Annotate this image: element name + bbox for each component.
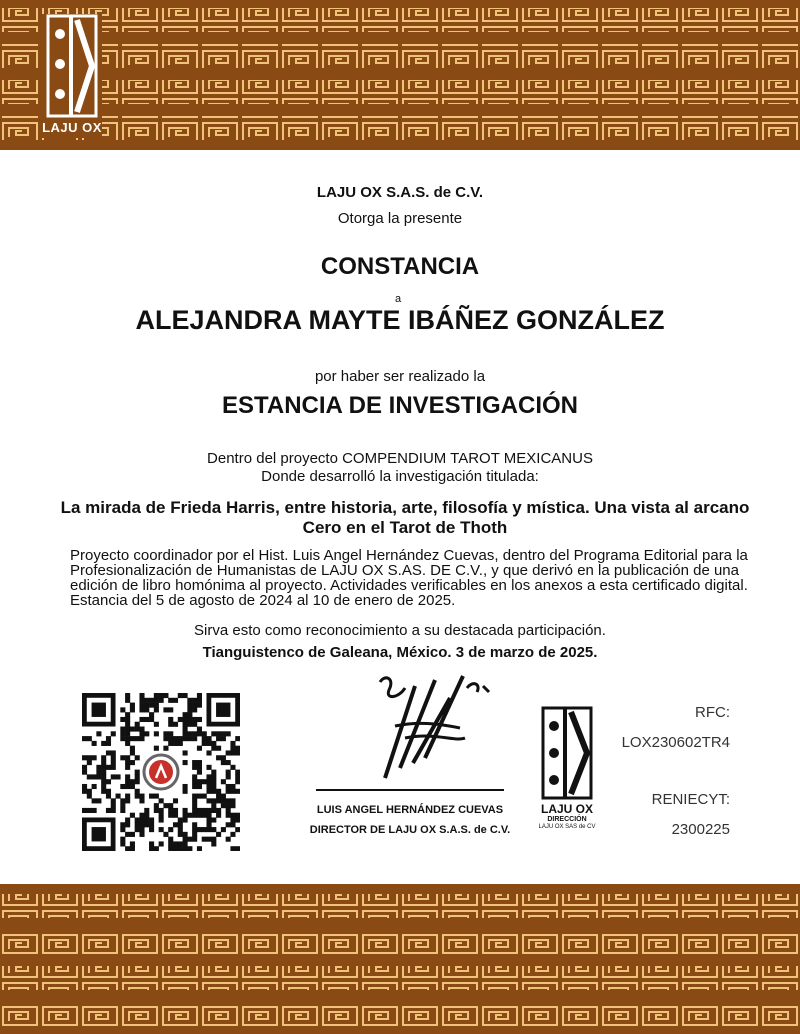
- recognition-text: Sirva esto como reconocimiento a su destacada participación.: [194, 622, 606, 639]
- reason-text: por haber ser realizado la: [314, 368, 486, 385]
- issuer-name: LAJU OX S.A.S. de C.V.: [316, 184, 484, 201]
- thesis-title: La mirada de Frieda Harris, entre historia, arte, filosofía y mística. Una vista al arcano Cero en el Tarot de Thoth: [60, 498, 750, 537]
- seal-company: LAJU OX SAS de CV: [538, 824, 596, 830]
- seal-direction: DIRECCIÓN: [547, 816, 587, 823]
- signatory-name: LUIS ANGEL HERNÁNDEZ CUEVAS: [316, 804, 504, 816]
- qr-code-icon: [82, 693, 240, 851]
- laju-ox-logo-icon: [42, 14, 102, 118]
- header-logo: [42, 14, 102, 138]
- signature-line: [316, 789, 504, 791]
- signatory-role: DIRECTOR DE LAJU OX S.A.S. de C.V.: [309, 824, 511, 836]
- direction-seal: [540, 706, 594, 836]
- verification-qr-code[interactable]: [82, 693, 240, 851]
- place-date: Tianguistenco de Galeana, México. 3 de marzo de 2025.: [202, 644, 598, 661]
- logo-brand-text: LAJU OX: [42, 120, 102, 135]
- greek-key-pattern: [0, 0, 800, 150]
- header-decorative-band: [0, 0, 800, 150]
- document-type: CONSTANCIA: [320, 253, 480, 280]
- rfc-label: RFC:: [695, 704, 730, 721]
- greek-key-pattern: [0, 884, 800, 1034]
- grant-text: Otorga la presente: [337, 210, 463, 227]
- recipient-name: ALEJANDRA MAYTE IBÁÑEZ GONZÁLEZ: [135, 305, 665, 335]
- seal-brand: LAJU OX: [540, 802, 593, 816]
- project-line: Dentro del proyecto COMPENDIUM TAROT MEXICANUS: [207, 450, 593, 467]
- laju-ox-seal-icon: [540, 706, 594, 800]
- director-signature: [355, 668, 525, 788]
- titled-line: Donde desarrolló la investigación titulada:: [261, 468, 539, 485]
- body-paragraph: Proyecto coordinador por el Hist. Luis Angel Hernández Cuevas, dentro del Programa Editorial para la Profesionalización de Humanistas de LAJU OX S.AS. DE C.V., y que derivó en la publicación de una edición de libro homónima al proyecto. Actividades verificables en los anexos a esta certificado digital. Estancia del 5 de agosto de 2024 al 10 de enero de 2025.: [70, 547, 748, 609]
- program-name: ESTANCIA DE INVESTIGACIÓN: [221, 392, 579, 419]
- reniecyt-value: 2300225: [671, 821, 730, 838]
- footer-decorative-band: [0, 884, 800, 1034]
- recipient-accent-mark: a: [395, 293, 402, 305]
- reniecyt-label: RENIECYT:: [651, 791, 730, 808]
- rfc-value: LOX230602TR4: [621, 734, 730, 751]
